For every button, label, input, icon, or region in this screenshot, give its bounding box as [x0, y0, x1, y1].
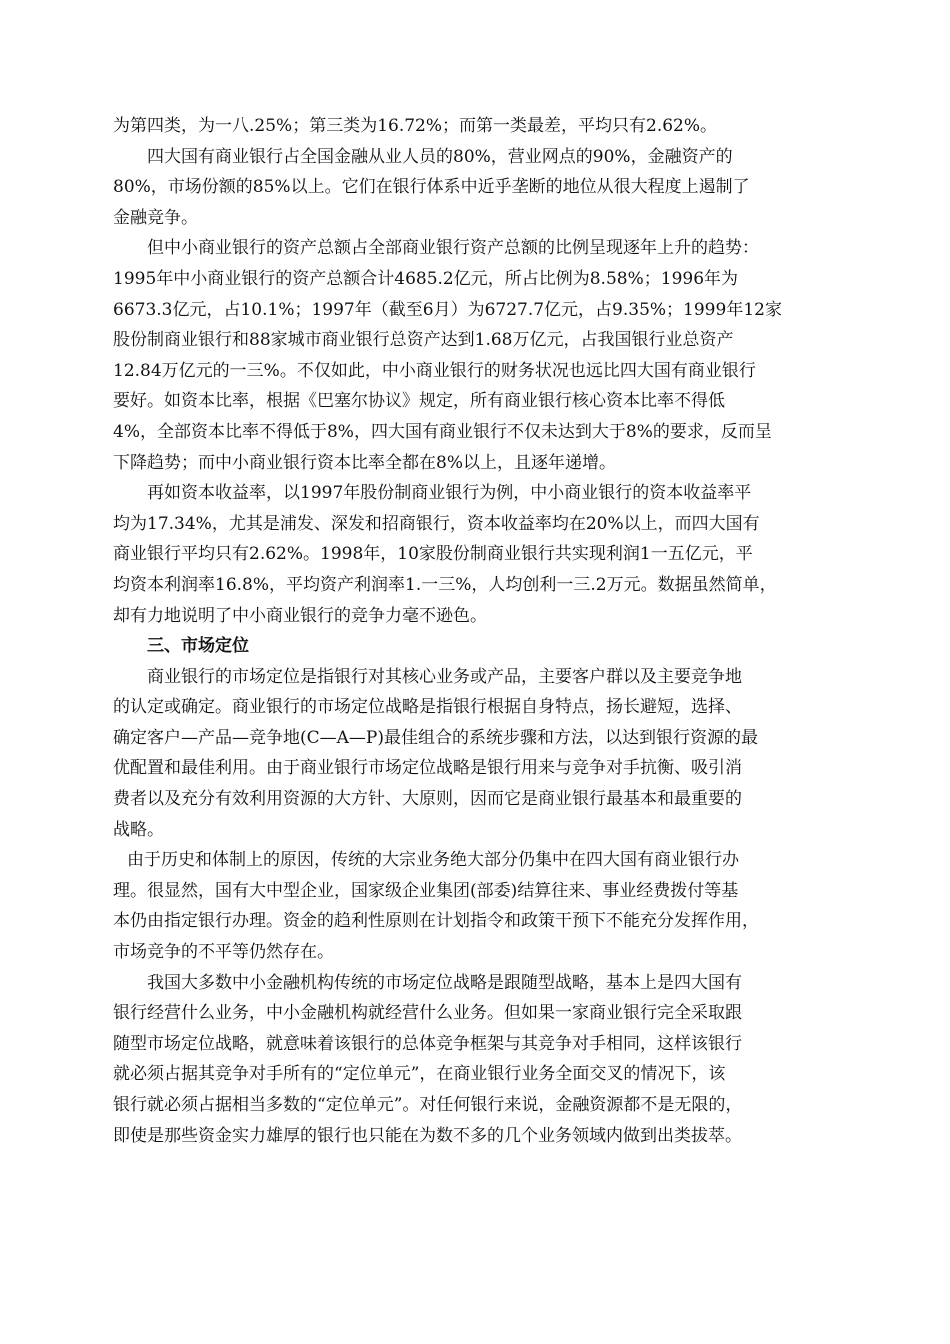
text-line: 随型市场定位战略，就意味着该银行的总体竞争框架与其竞争对手相同，这样该银行: [113, 1033, 742, 1054]
text-line: 就必须占据其竞争对手所有的“定位单元”，在商业银行业务全面交叉的情况下，该: [113, 1064, 726, 1085]
text-line: 费者以及充分有效利用资源的大方针、大原则，因而它是商业银行最基本和最重要的: [113, 789, 742, 810]
text-line: 1995年中小商业银行的资产总额合计4685.2亿元，所占比例为8.58%；1996年为: [113, 268, 739, 289]
paragraph-return-on-capital: [113, 478, 843, 631]
text-line: 战略。: [113, 819, 164, 840]
text-line: 金融竞争。: [113, 207, 198, 228]
text-line: 由于历史和体制上的原因，传统的大宗业务绝大部分仍集中在四大国有商业银行办: [127, 850, 739, 871]
text-line: 四大国有商业银行占全国金融从业人员的80%，营业网点的90%，金融资产的: [147, 146, 733, 167]
text-line: 4%，全部资本比率不得低于8%，四大国有商业银行不仅未达到大于8%的要求，反而呈: [113, 421, 772, 442]
paragraph-smaller-banks-assets: [113, 233, 843, 478]
text-line: 再如资本收益率，以1997年股份制商业银行为例，中小商业银行的资本收益率平: [147, 483, 752, 504]
text-line: 却有力地说明了中小商业银行的竞争力毫不逊色。: [113, 605, 487, 626]
section-heading: 三、市场定位: [147, 636, 249, 657]
text-line: 银行经营什么业务，中小金融机构就经营什么业务。但如果一家商业银行完全采取跟: [113, 1003, 742, 1024]
paragraph-historical-reasons: [113, 845, 843, 967]
text-line: 即使是那些资金实力雄厚的银行也只能在为数不多的几个业务领域内做到出类拔萃。: [113, 1125, 742, 1146]
text-line: 但中小商业银行的资产总额占全部商业银行资产总额的比例呈现逐年上升的趋势：: [147, 238, 759, 259]
paragraph-follower-strategy: [113, 968, 843, 1152]
text-line: 确定客户—产品—竞争地(C—A—P)最佳组合的系统步骤和方法，以达到银行资源的最: [113, 727, 758, 748]
text-line: 的认定或确定。商业银行的市场定位战略是指银行根据自身特点，扬长避短，选择、: [113, 697, 742, 718]
text-line: 商业银行平均只有2.62%。1998年，10家股份制商业银行共实现利润1一五亿元，平: [113, 544, 753, 565]
text-line: 为第四类，为一八.25%；第三类为16.72%；而第一类最差，平均只有2.62%。: [113, 116, 718, 136]
text-line: 我国大多数中小金融机构传统的市场定位战略是跟随型战略，基本上是四大国有: [147, 972, 742, 993]
text-line: 本仍由指定银行办理。资金的趋利性原则在计划指令和政策干预下不能充分发挥作用，: [113, 911, 759, 932]
text-line: 要好。如资本比率，根据《巴塞尔协议》规定，所有商业银行核心资本比率不得低: [113, 391, 725, 412]
paragraph-market-positioning-definition: [113, 662, 843, 846]
text-line: 6673.3亿元，占10.1%；1997年（截至6月）为6727.7亿元，占9.35%；1999年12家: [113, 299, 782, 320]
text-line: 下降趋势；而中小商业银行资本比率全都在8%以上，且逐年递增。: [113, 452, 616, 473]
text-line: 股份制商业银行和88家城市商业银行总资产达到1.68万亿元，占我国银行业总资产: [113, 330, 734, 351]
text-line: 12.84万亿元的一三%。不仅如此，中小商业银行的财务状况也远比四大国有商业银行: [113, 360, 756, 381]
paragraph-state-banks-share: [113, 142, 843, 234]
text-line: 商业银行的市场定位是指银行对其核心业务或产品，主要客户群以及主要竞争地: [147, 666, 742, 687]
paragraph-continuation: [113, 111, 843, 142]
text-line: 80%，市场份额的85%以上。它们在银行体系中近乎垄断的地位从很大程度上遏制了: [113, 177, 750, 198]
text-line: 银行就必须占据相当多数的“定位单元”。对任何银行来说，金融资源都不是无限的，: [113, 1095, 743, 1115]
text-line: 优配置和最佳利用。由于商业银行市场定位战略是银行用来与竞争对手抗衡、吸引消: [113, 758, 742, 779]
document-page: [113, 111, 843, 1151]
text-line: 市场竞争的不平等仍然存在。: [113, 942, 334, 963]
text-line: 均资本利润率16.8%，平均资产利润率1.一三%，人均创利一三.2万元。数据虽然简单，: [113, 574, 777, 595]
text-line: 均为17.34%，尤其是浦发、深发和招商银行，资本收益率均在20%以上，而四大国有: [113, 513, 760, 534]
text-line: 理。很显然，国有大中型企业，国家级企业集团(部委)结算往来、事业经费拨付等基: [113, 880, 739, 901]
